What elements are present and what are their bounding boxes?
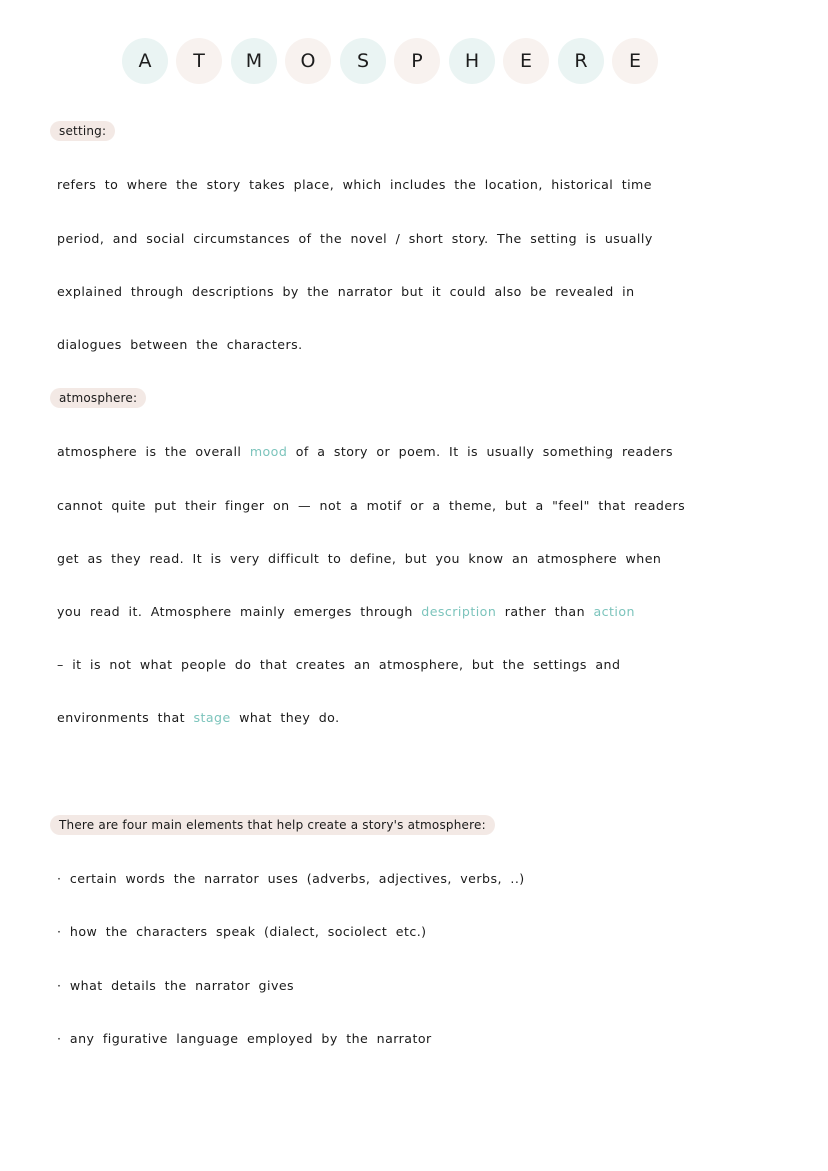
atmosphere-text-line: get as they read. It is very difficult to define, but you know an atmosphere when bbox=[57, 551, 662, 566]
title-letter: R bbox=[558, 38, 604, 84]
setting-text-line: refers to where the story takes place, which includes the location, historical time bbox=[57, 177, 652, 192]
atmosphere-text-line: atmosphere is the overall mood of a story or poem. It is usually something readers bbox=[57, 444, 673, 459]
title-letter: M bbox=[231, 38, 277, 84]
atmosphere-text-line: environments that stage what they do. bbox=[57, 710, 340, 725]
title-letter: T bbox=[176, 38, 222, 84]
list-item: · certain words the narrator uses (adverbs, adjectives, verbs, ..) bbox=[57, 871, 525, 886]
title-letter: O bbox=[285, 38, 331, 84]
atmosphere-text-line: cannot quite put their finger on — not a motif or a theme, but a "feel" that readers bbox=[57, 498, 686, 513]
setting-text-line: explained through descriptions by the narrator but it could also be revealed in bbox=[57, 284, 635, 299]
title-letter: E bbox=[612, 38, 658, 84]
page-title bbox=[122, 38, 662, 84]
list-item: · any figurative language employed by the narrator bbox=[57, 1031, 432, 1046]
title-letter: P bbox=[394, 38, 440, 84]
setting-text-line: dialogues between the characters. bbox=[57, 337, 303, 352]
list-item: · what details the narrator gives bbox=[57, 978, 295, 993]
title-letter: S bbox=[340, 38, 386, 84]
title-letter: E bbox=[503, 38, 549, 84]
atmosphere-label: atmosphere: bbox=[50, 388, 146, 408]
setting-text-line: period, and social circumstances of the novel / short story. The setting is usually bbox=[57, 231, 653, 246]
title-letter: H bbox=[449, 38, 495, 84]
atmosphere-text-line: you read it. Atmosphere mainly emerges through description rather than action bbox=[57, 604, 635, 619]
highlight-mood: mood bbox=[249, 444, 288, 459]
elements-label: There are four main elements that help create a story's atmosphere: bbox=[50, 815, 495, 835]
setting-label: setting: bbox=[50, 121, 115, 141]
title-letter: A bbox=[122, 38, 168, 84]
list-item: · how the characters speak (dialect, sociolect etc.) bbox=[57, 924, 427, 939]
atmosphere-text-line: – it is not what people do that creates an atmosphere, but the settings and bbox=[57, 657, 621, 672]
highlight-action: action bbox=[593, 604, 635, 619]
highlight-description: description bbox=[421, 604, 497, 619]
highlight-stage: stage bbox=[193, 710, 231, 725]
